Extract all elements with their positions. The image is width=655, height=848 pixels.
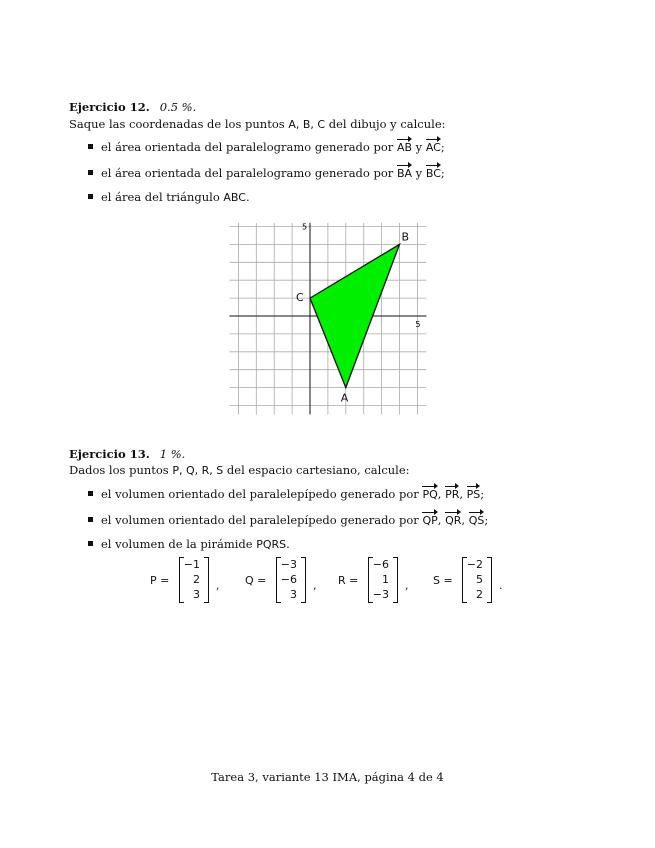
item-text: el volumen de la pirámide: [101, 537, 257, 551]
item-text: el área del triángulo: [101, 190, 224, 204]
vector: PQ: [422, 488, 438, 501]
vertex-label-a: A: [340, 391, 349, 405]
matrix-entry: −3: [280, 558, 297, 571]
intro-text: Saque las coordenadas de los puntos: [69, 117, 289, 131]
intro-text-end: del dibujo y calcule:: [325, 117, 446, 131]
matrix-entry: 3: [290, 588, 297, 601]
bullet-icon: [88, 491, 93, 496]
list-item: el volumen orientado del paralelepípedo generado por PQ, PR, PS;: [88, 487, 484, 501]
item-text: el área orientada del paralelogramo generado por: [101, 166, 397, 180]
punct: ;: [440, 166, 445, 180]
matrix-label: Q =: [245, 574, 267, 587]
matrix-entry: 2: [476, 588, 483, 601]
conj: y: [412, 140, 426, 154]
matrix-s: [462, 557, 492, 603]
punct: .: [499, 579, 503, 592]
punct: .: [245, 190, 250, 204]
punct: ;: [480, 487, 485, 501]
punct: ,: [405, 579, 409, 592]
item-text: el volumen orientado del paralelepípedo generado por: [101, 513, 423, 527]
triangle-name: ABC: [223, 191, 246, 204]
exercise-13-title: Ejercicio 13.: [69, 447, 150, 461]
intro-text-end: del espacio cartesiano, calcule:: [223, 463, 410, 477]
vector: QS: [468, 514, 485, 527]
matrix-label: P =: [150, 574, 170, 587]
exercise-13-intro: [69, 463, 410, 477]
vector: PS: [466, 488, 481, 501]
points-list: A, B, C: [288, 118, 326, 131]
matrix-p: [179, 557, 209, 603]
item-text: el área orientada del paralelogramo generado por: [101, 140, 397, 154]
vector: BC: [425, 167, 441, 180]
list-item: el volumen orientado del paralelepípedo generado por QP, QR, QS;: [88, 513, 488, 527]
punct: .: [286, 537, 290, 551]
matrix-q: [276, 557, 306, 603]
intro-text: Dados los puntos: [69, 463, 173, 477]
exercise-13-heading: [69, 447, 185, 461]
punct: ;: [440, 140, 445, 154]
vertex-label-c: C: [296, 291, 304, 305]
page-footer: Tarea 3, variante 13 IMA, página 4 de 4: [211, 770, 444, 784]
vertex-label-b: B: [401, 230, 410, 244]
bullet-icon: [88, 517, 93, 522]
matrix-r: [368, 557, 398, 603]
conj: y: [412, 166, 426, 180]
matrix-label: S =: [433, 574, 453, 587]
bullet-icon: [88, 541, 93, 546]
matrix-entry: −2: [466, 558, 483, 571]
matrix-entry: −3: [372, 588, 389, 601]
matrix-entry: 2: [193, 573, 200, 586]
matrix-entry: 5: [476, 573, 483, 586]
item-text: el volumen orientado del paralelepípedo generado por: [101, 487, 423, 501]
matrix-entry: 1: [382, 573, 389, 586]
vector: BA: [396, 167, 413, 180]
x-axis-tick-label: 5: [415, 320, 421, 329]
exercise-13-weight: 1 %.: [159, 447, 186, 461]
matrix-entry: 3: [193, 588, 200, 601]
vector: QR: [445, 514, 462, 527]
y-axis-tick-label: 5: [302, 222, 308, 232]
list-item: [88, 537, 290, 551]
vector: QP: [422, 514, 438, 527]
matrix-entry: −6: [280, 573, 297, 586]
matrix-label: R =: [338, 574, 359, 587]
matrix-entry: −1: [183, 558, 200, 571]
punct: ,: [216, 579, 220, 592]
points-list: P, Q, R, S: [172, 464, 224, 477]
exercise-12-title: Ejercicio 12.: [69, 100, 150, 114]
vector: AB: [396, 141, 413, 154]
punct: ,: [313, 579, 317, 592]
point-matrices: [0, 557, 655, 607]
pyramid-name: PQRS: [256, 538, 287, 551]
punct: ;: [484, 513, 489, 527]
vector: AC: [425, 141, 441, 154]
vector: PR: [445, 488, 460, 501]
matrix-entry: −6: [372, 558, 389, 571]
exercise-12-weight: 0.5 %.: [159, 100, 197, 114]
